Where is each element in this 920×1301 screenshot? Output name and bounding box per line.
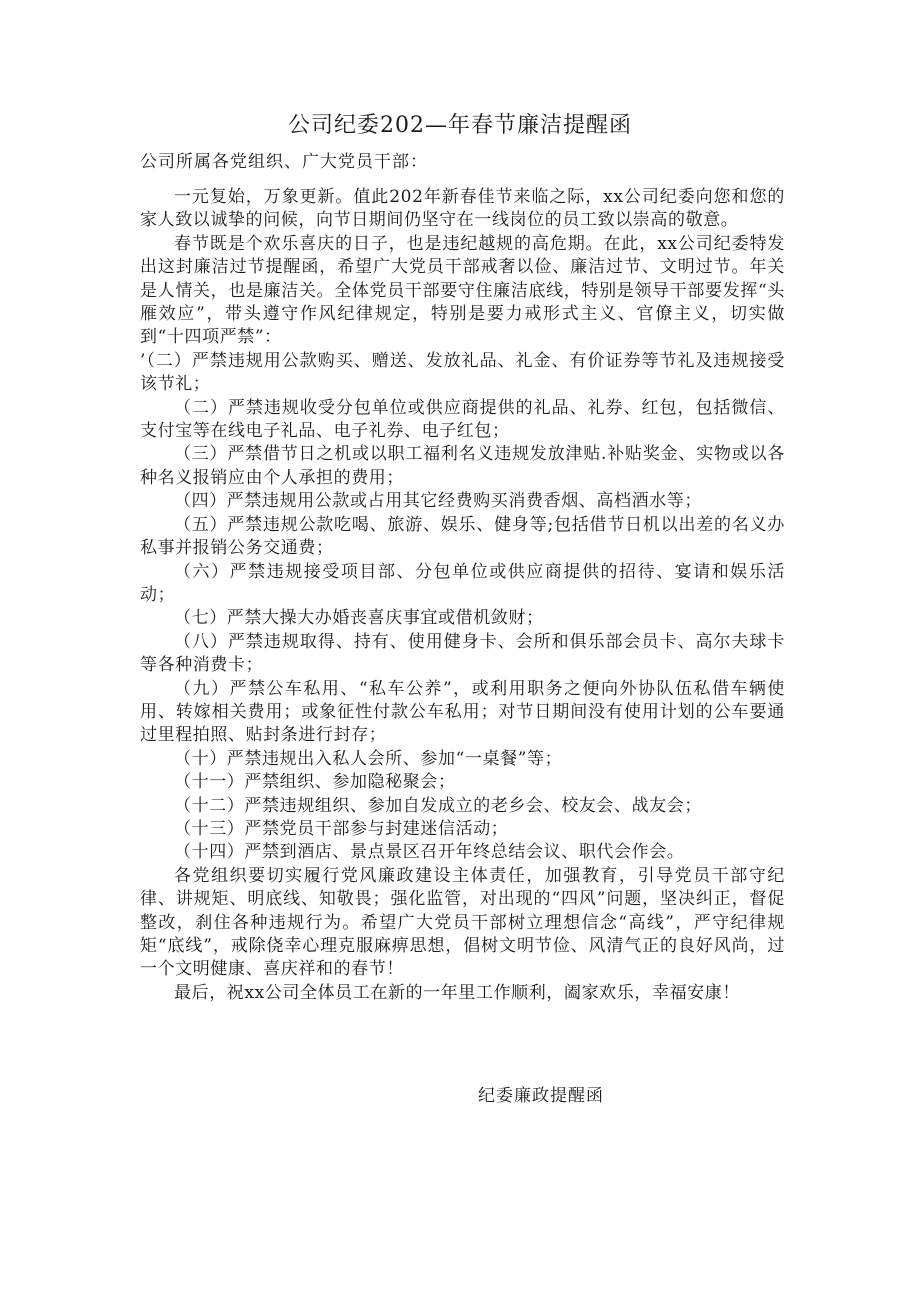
document-title: 公司纪委202—年春节廉洁提醒函	[288, 113, 632, 138]
rule-item-10: （十）严禁违规出入私人会所、参加“一桌餐”等；	[174, 748, 563, 769]
rule-item-12: （十二）严禁违规组织、参加自发成立的老乡会、校友会、战友会；	[174, 795, 702, 816]
rule-item-1: ’（二）严禁违规用公款购买、赠送、发放礼品、礼金、有价证券等节礼及违规接受该节礼；	[140, 350, 785, 395]
rule-item-6: （六）严禁违规接受项目部、分包单位或供应商提供的招待、宴请和娱乐活动；	[140, 561, 785, 605]
rule-item-5: （五）严禁违规公款吃喝、旅游、娱乐、健身等;包括借节日机以出差的名义办私事并报销公务交通费；	[140, 514, 785, 559]
rule-item-2: （二）严禁违规收受分包单位或供应商提供的礼品、礼券、红包，包括微信、支付宝等在线电子礼品、电子礼券、电子红包；	[140, 397, 785, 442]
paragraph-intro: 春节既是个欢乐喜庆的日子，也是违纪越规的高危期。在此，xx公司纪委特发出这封廉洁过节提醒函，希望广大党员干部戒奢以俭、廉洁过节、文明过节。年关是人情关，也是廉洁关。全体党员干部要守住廉洁底线，特别是领导干部要发挥“头雁效应”，带头遵守作风纪律规定，特别是要力戒形式主义、官僚主义，切实做到“十四项严禁”：	[140, 233, 785, 348]
rule-item-13: （十三）严禁党员干部参与封建迷信活动；	[174, 818, 509, 839]
rule-item-9: （九）严禁公车私用、“私车公养”，或利用职务之便向外协队伍私借车辆使用、转嫁相关费用；或象征性付款公车私用；对节日期间没有使用计划的公车要通过里程拍照、贴封条进行封存；	[140, 678, 785, 746]
signature: 纪委廉政提醒函	[478, 1086, 604, 1106]
paragraph-closing: 最后，祝xx公司全体员工在新的一年里工作顺利，阖家欢乐，幸福安康！	[174, 982, 740, 1003]
rule-item-8: （八）严禁违规取得、持有、使用健身卡、会所和俱乐部会员卡、高尔夫球卡等各种消费卡；	[140, 631, 785, 676]
rule-item-14: （十四）严禁到酒店、景点景区召开年终总结会议、职代会作会。	[174, 842, 685, 863]
letter-body	[140, 186, 785, 1005]
rule-item-4: （四）严禁违规用公款或占用其它经费购买消费香烟、高档酒水等；	[174, 491, 702, 512]
paragraph-greeting: 一元复始，万象更新。值此202年新春佳节来临之际，xx公司纪委向您和您的家人致以诚挚的问候，向节日期间仍坚守在一线岗位的员工致以崇高的敬意。	[140, 187, 785, 231]
rule-item-11: （十一）严禁组织、参加隐秘聚会；	[174, 772, 456, 793]
rule-item-3: （三）严禁借节日之机或以职工福利名义违规发放津贴.补贴奖金、实物或以各种名义报销应由个人承担的费用；	[140, 444, 785, 488]
rule-item-7: （七）严禁大操大办婚丧喜庆事宜或借机敛财；	[174, 608, 544, 629]
salutation: 公司所属各党组织、广大党员干部：	[140, 152, 428, 172]
paragraph-responsibility: 各党组织要切实履行党风廉政建设主体责任，加强教育，引导党员干部守纪律、讲规矩、明底线、知敬畏；强化监管，对出现的“四风”问题，坚决纠正，督促整改，刹住各种违规行为。希望广大党员干部树立理想信念“高线”，严守纪律规矩“底线”，戒除侥幸心理克服麻痹思想，倡树文明节俭、风清气正的良好风尚，过一个文明健康、喜庆祥和的春节！	[140, 865, 785, 980]
